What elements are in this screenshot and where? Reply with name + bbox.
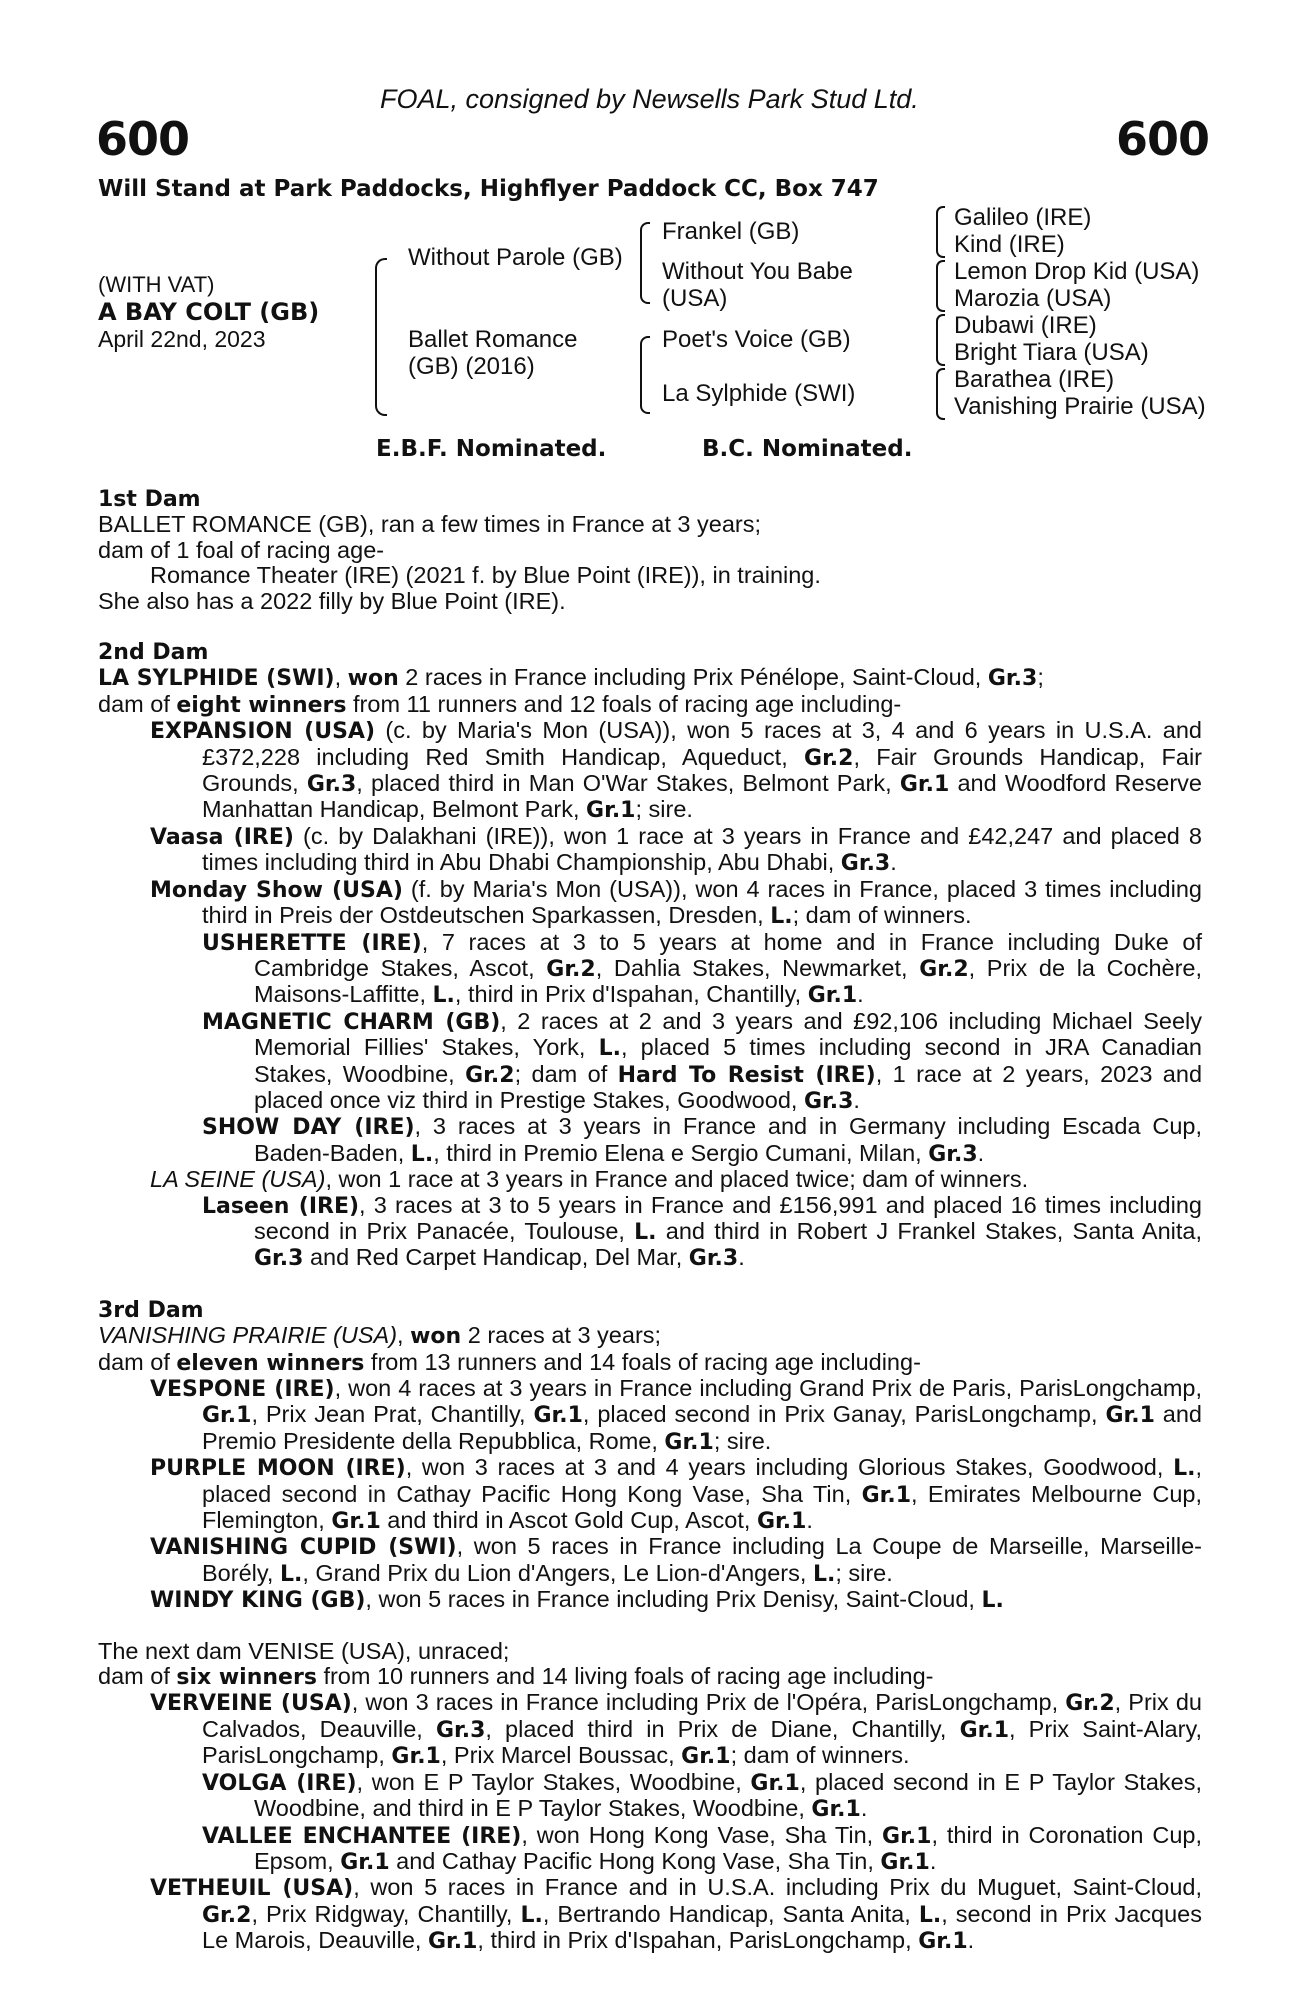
- entry-volga: VOLGA (IRE), won E P Taylor Stakes, Woodbine, Gr.1, placed second in E P Taylor Stakes, Woodbine, and third in E P Taylor Stakes, Woodbine, Gr.1.: [202, 1768, 1203, 1823]
- gg-brace-2: [936, 260, 945, 312]
- catalogue-body: [98, 486, 1202, 1955]
- entry-show-day: SHOW DAY (IRE), 3 races at 3 years in France and in Germany including Escada Cup, Baden-Baden, L., third in Premio Elena e Sergio Cumani, Milan, Gr.3.: [202, 1113, 1202, 1167]
- bc-nomination: B.C. Nominated.: [702, 436, 913, 462]
- entry-la-seine: LA SEINE (USA), won 1 race at 3 years in France and placed twice; dam of winners.: [150, 1166, 1029, 1193]
- second-dam-heading: 2nd Dam: [98, 640, 209, 666]
- first-dam-heading: 1st Dam: [98, 487, 201, 512]
- sire-sire: Frankel (GB): [662, 218, 800, 245]
- stand-location: Will Stand at Park Paddocks, Highflyer Paddock CC, Box 747: [98, 176, 879, 202]
- pedigree-brace: [375, 258, 387, 416]
- third-dam-heading: 3rd Dam: [98, 1297, 204, 1323]
- third-dam-intro: VANISHING PRAIRIE (USA), won 2 races at 3 years;: [98, 1322, 662, 1350]
- entry-vanishing-cupid: VANISHING CUPID (SWI), won 5 races in France including La Coupe de Marseille, Marseille-Borély, L., Grand Prix du Lion d'Angers, Le Lion-d'Angers, L.; sire.: [150, 1533, 1202, 1587]
- gg-brace-1: [936, 206, 945, 258]
- dam-sire: Poet's Voice (GB): [662, 326, 851, 353]
- gg-3: Lemon Drop Kid (USA): [954, 258, 1200, 285]
- horse-name: A BAY COLT (GB): [98, 298, 320, 326]
- entry-monday-show: Monday Show (USA) (f. by Maria's Mon (USA)), won 4 races in France, placed 3 times including third in Preis der Ostdeutschen Sparkassen, Dresden, L.; dam of winners.: [150, 875, 1202, 930]
- vat-note: (WITH VAT): [98, 272, 215, 297]
- gg-8: Vanishing Prairie (USA): [954, 393, 1206, 420]
- dam-brace: [640, 336, 650, 414]
- entry-vallee-enchantee: VALLEE ENCHANTEE (IRE), won Hong Kong Vase, Sha Tin, Gr.1, third in Coronation Cup, Epsom, Gr.1 and Cathay Pacific Hong Kong Vase, Sha Tin, Gr.1.: [202, 1821, 1202, 1875]
- entry-laseen: Laseen (IRE), 3 races at 3 to 5 years in France and £156,991 and placed 16 times including second in Prix Panacée, Toulouse, L. and third in Robert J Frankel Stakes, Santa Anita, Gr.3 and Red Carpet Handicap, Del Mar, Gr.3.: [202, 1191, 1202, 1272]
- gg-1: Galileo (IRE): [954, 204, 1092, 231]
- ebf-nomination: E.B.F. Nominated.: [376, 436, 607, 462]
- next-dam-produce-line: dam of six winners from 10 runners and 14 living foals of racing age including-: [98, 1663, 934, 1691]
- lot-number-left: 600: [96, 112, 190, 166]
- second-dam-produce-line: dam of eight winners from 11 runners and 12 foals of racing age including-: [98, 690, 902, 718]
- foaling-date: April 22nd, 2023: [98, 326, 266, 352]
- entry-usherette: USHERETTE (IRE), 7 races at 3 to 5 years at home and in France including Duke of Cambridge Stakes, Ascot, Gr.2, Dahlia Stakes, Newmarket, Gr.2, Prix de la Cochère, Maisons-Laffitte, L., third in Prix d'Ispahan, Chantilly, Gr.1.: [202, 928, 1203, 1009]
- gg-4: Marozia (USA): [954, 285, 1112, 312]
- dam: Ballet Romance (GB) (2016): [408, 326, 578, 380]
- consignor-line: FOAL, consigned by Newsells Park Stud Ltd.: [380, 84, 919, 114]
- first-dam-line-1: BALLET ROMANCE (GB), ran a few times in France at 3 years;: [98, 511, 762, 538]
- next-dam-intro: The next dam VENISE (USA), unraced;: [98, 1637, 510, 1664]
- entry-purple-moon: PURPLE MOON (IRE), won 3 races at 3 and 4 years including Glorious Stakes, Goodwood, L., placed second in Cathay Pacific Hong Kong Vase, Sha Tin, Gr.1, Emirates Melbourne Cup, Flemington, Gr.1 and third in Ascot Gold Cup, Ascot, Gr.1.: [150, 1454, 1203, 1535]
- third-dam-produce-line: dam of eleven winners from 13 runners and 14 foals of racing age including-: [98, 1348, 921, 1376]
- gg-2: Kind (IRE): [954, 231, 1065, 258]
- gg-brace-4: [936, 368, 945, 420]
- first-dam-line-2: dam of 1 foal of racing age-: [98, 536, 385, 563]
- entry-verveine: VERVEINE (USA), won 3 races in France including Prix de l'Opéra, ParisLongchamp, Gr.2, Prix du Calvados, Deauville, Gr.3, placed third in Prix de Diane, Chantilly, Gr.1, Prix Saint-Alary, ParisLongchamp, Gr.1, Prix Marcel Boussac, Gr.1; dam of winners.: [150, 1689, 1202, 1770]
- lot-number-right: 600: [1116, 112, 1210, 166]
- entry-vespone: VESPONE (IRE), won 4 races at 3 years in France including Grand Prix de Paris, ParisLongchamp, Gr.1, Prix Jean Prat, Chantilly, Gr.1, placed second in Prix Ganay, ParisLongchamp, Gr.1 and Premio Presidente della Repubblica, Rome, Gr.1; sire.: [150, 1375, 1203, 1455]
- sire-brace: [640, 222, 650, 304]
- first-dam-line-3: Romance Theater (IRE) (2021 f. by Blue Point (IRE)), in training.: [150, 562, 821, 589]
- second-dam-intro: LA SYLPHIDE (SWI), won 2 races in France including Prix Pénélope, Saint-Cloud, Gr.3;: [98, 664, 1044, 692]
- entry-magnetic-charm: MAGNETIC CHARM (GB), 2 races at 2 and 3 years and £92,106 including Michael Seely Memorial Fillies' Stakes, York, L., placed 5 times including second in JRA Canadian Stakes, Woodbine, Gr.2; dam of Hard To Resist (IRE), 1 race at 2 years, 2023 and placed once viz third in Prestige Stakes, Goodwood, Gr.3.: [202, 1007, 1203, 1114]
- entry-windy-king: WINDY KING (GB), won 5 races in France including Prix Denisy, Saint-Cloud, L.: [150, 1586, 1004, 1614]
- sire: Without Parole (GB): [408, 244, 623, 271]
- entry-vaasa: Vaasa (IRE) (c. by Dalakhani (IRE)), won 1 race at 3 years in France and £42,247 and placed 8 times including third in Abu Dhabi Championship, Abu Dhabi, Gr.3.: [150, 822, 1202, 877]
- dam-dam: La Sylphide (SWI): [662, 380, 856, 407]
- gg-5: Dubawi (IRE): [954, 312, 1097, 339]
- gg-7: Barathea (IRE): [954, 366, 1115, 393]
- gg-6: Bright Tiara (USA): [954, 339, 1149, 366]
- gg-brace-3: [936, 314, 945, 366]
- entry-expansion: EXPANSION (USA) (c. by Maria's Mon (USA)), won 5 races at 3, 4 and 6 years in U.S.A. and £372,228 including Red Smith Handicap, Aqueduct, Gr.2, Fair Grounds Handicap, Fair Grounds, Gr.3, placed third in Man O'War Stakes, Belmont Park, Gr.1 and Woodford Reserve Manhattan Handicap, Belmont Park, Gr.1; sire.: [150, 717, 1203, 824]
- entry-vetheuil: VETHEUIL (USA), won 5 races in France and in U.S.A. including Prix du Muguet, Saint-Cloud, Gr.2, Prix Ridgway, Chantilly, L., Bertrando Handicap, Santa Anita, L., second in Prix Jacques Le Marois, Deauville, Gr.1, third in Prix d'Ispahan, ParisLongchamp, Gr.1.: [150, 1874, 1202, 1955]
- first-dam-line-4: She also has a 2022 filly by Blue Point (IRE).: [98, 587, 566, 614]
- sire-dam: Without You Babe (USA): [662, 258, 853, 312]
